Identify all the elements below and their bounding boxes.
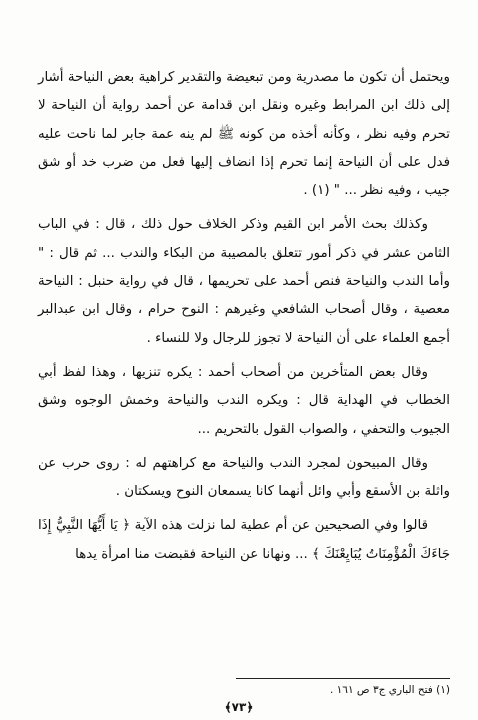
paragraph-1: ويحتمل أن تكون ما مصدرية ومن تبعيضة والتقدير كراهية بعض النياحة أشار إلى ذلك ابن المرابط وغيره ونقل ابن قدامة عن أحمد رواية أن النياحة لا تحرم وفيه نظر ، وكأنه أخذه من كونه ﷺ لم ينه عمة جابر لما ناحت عليه فدل على أن النياحة إنما تحرم إذا انضاف إليها فعل من ضرب خد أو شق جيب ، وفيه نظر ... " (١) . [38,70,450,199]
paragraph-3: وقال بعض المتأخرين من أصحاب أحمد : يكره تنزيها ، وهذا لفظ أبي الخطاب في الهداية قال : ويكره الندب والنياحة وخمش الوجوه وشق الجيوب والتحفي ، والصواب القول بالتحريم ... [38,364,450,437]
footnote-divider [236,678,450,679]
page-number: ﴿٧٣﴾ [224,700,254,714]
paragraph-5: قالوا وفي الصحيحين عن أم عطية لما نزلت هذه الآية ﴿ يَا أَيُّهَا النَّبِيُّ إِذَا جَاءَكَ الْمُؤْمِنَاتُ يُبَايِعْنَكَ ﴾ ... ونهانا عن النياحة فقبضت منا امرأة يدها [38,518,450,562]
footnote: (١) فتح الباري ج٣ ص ١٦١ . [329,684,450,696]
body-text [38,64,450,575]
paragraph-4: وقال المبيحون لمجرد الندب والنياحة مع كراهتهم له : روى حرب عن واثلة بن الأسقع وأبي وائل أنهما كانا يسمعان النوح ويسكتان . [38,455,450,500]
paragraph-2: وكذلك بحث الأمر ابن القيم وذكر الخلاف حول ذلك ، قال : في الباب الثامن عشر في ذكر أمور تتعلق بالمصيبة من البكاء والندب ... ثم قال : " وأما الندب والنياحة فنص أحمد على تحريمها ، قال في رواية حنبل : النياحة معصية ، وقال أصحاب الشافعي وغيرهم : النوح حرام ، وقال ابن عبدالبر أجمع العلماء على أن النياحة لا تجوز للرجال ولا للنساء . [38,217,450,346]
